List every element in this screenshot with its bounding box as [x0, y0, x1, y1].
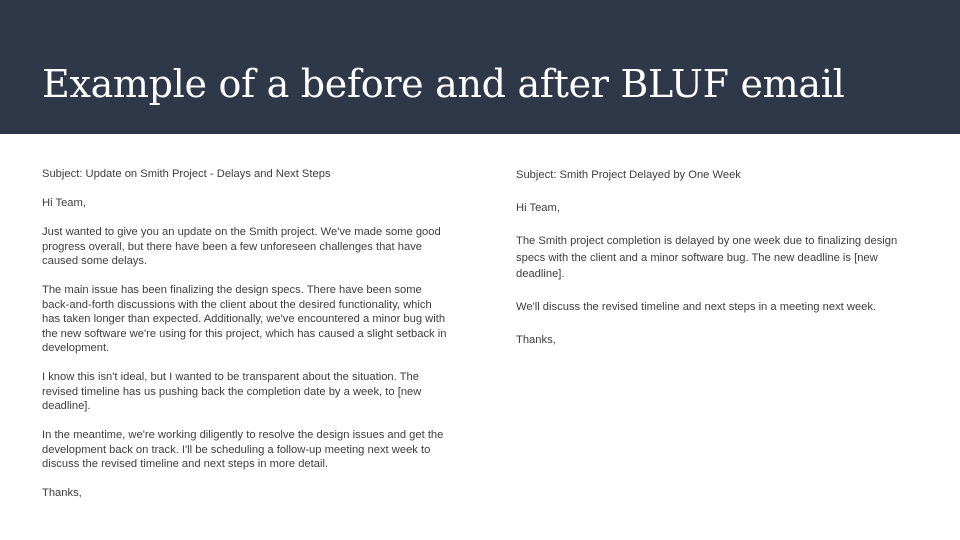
before-email-signoff: Thanks, — [42, 487, 82, 499]
before-email-subject: Subject: Update on Smith Project - Delays and Next Steps — [42, 168, 331, 180]
before-email-paragraph-1: Just wanted to give you an update on the Smith project. We've made some good progress overall, but there have been a few unforeseen challenges that have caused some delays. — [42, 226, 441, 267]
after-email — [516, 167, 916, 365]
before-email-paragraph-2: The main issue has been finalizing the design specs. There have been some back-and-forth discussions with the client about the desired functionality, which has taken longer than expected. Additionally, we've encountered a minor bug with the new software we're using for this project, which has caused a slight setback in development. — [42, 284, 447, 354]
before-email-greeting: Hi Team, — [42, 197, 86, 209]
after-email-subject: Subject: Smith Project Delayed by One Week — [516, 169, 741, 181]
title-bar — [0, 0, 960, 134]
after-email-signoff: Thanks, — [516, 334, 556, 346]
before-email-paragraph-4: In the meantime, we're working diligently to resolve the design issues and get the development back on track. I'll be scheduling a follow-up meeting next week to discuss the revised timeline and next steps in more detail. — [42, 429, 444, 470]
before-email-paragraph-3: I know this isn't ideal, but I wanted to be transparent about the situation. The revised timeline has us pushing back the completion date by a week, to [new deadline]. — [42, 371, 422, 412]
after-email-paragraph-1: The Smith project completion is delayed by one week due to finalizing design specs with the client and a minor software bug. The new deadline is [new deadline]. — [516, 235, 898, 280]
before-email — [42, 167, 447, 515]
slide-title: Example of a before and after BLUF email — [42, 62, 845, 106]
after-email-greeting: Hi Team, — [516, 202, 560, 214]
after-email-paragraph-2: We'll discuss the revised timeline and next steps in a meeting next week. — [516, 301, 877, 313]
